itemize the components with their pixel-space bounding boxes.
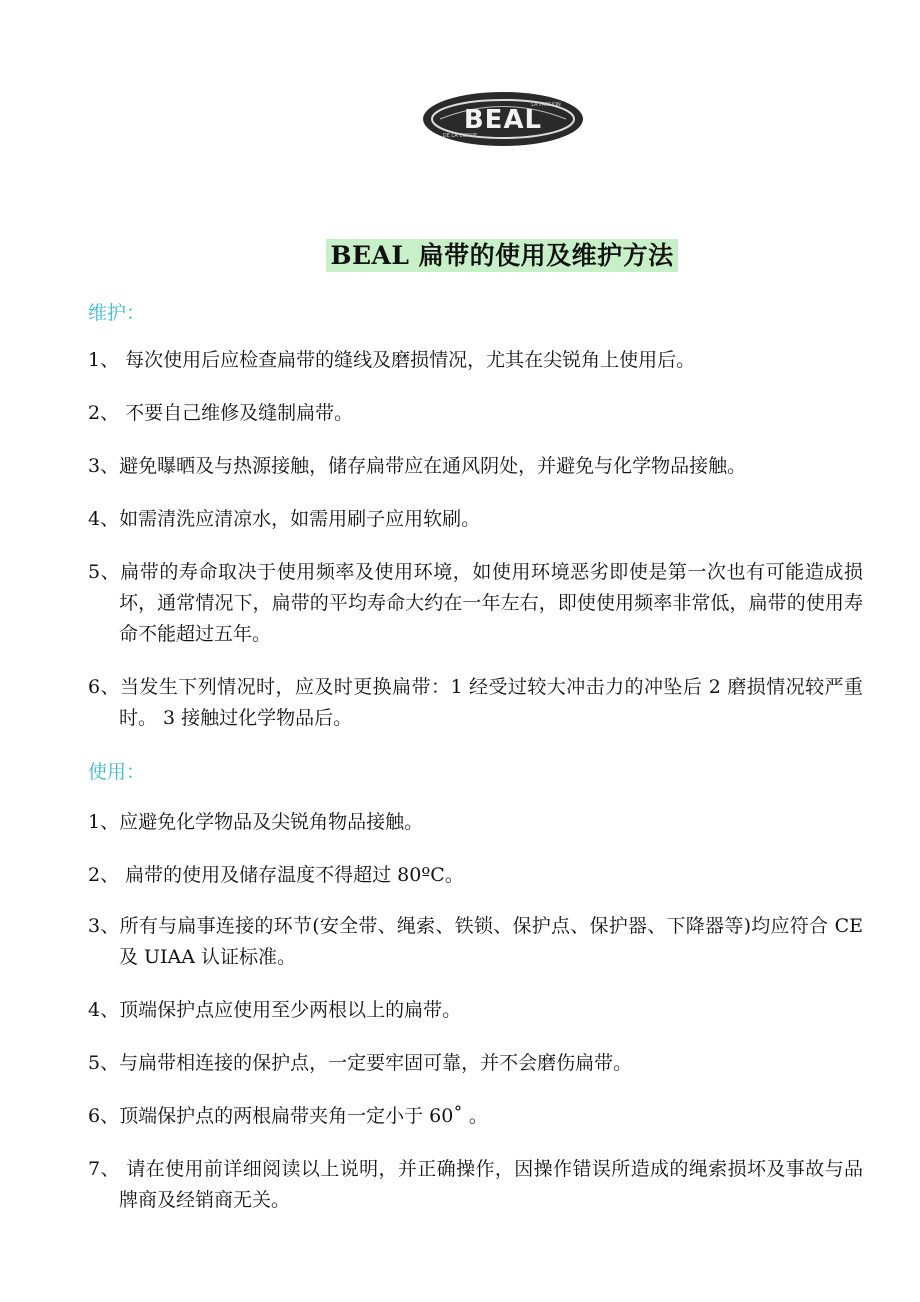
maintenance-item-3: 3、避免曝晒及与热源接触，储存扁带应在通风阴处，并避免与化学物品接触。 xyxy=(88,455,747,477)
usage-item-1: 1、应避免化学物品及尖锐角物品接触。 xyxy=(88,811,424,833)
maintenance-item-2: 2、 不要自己维修及缝制扁带。 xyxy=(88,402,354,424)
title-text: BEAL 扁带的使用及维护方法 xyxy=(326,239,677,272)
usage-heading: 使用： xyxy=(88,761,146,783)
svg-text:BEAL: BEAL xyxy=(463,105,543,135)
usage-item-5: 5、与扁带相连接的保护点，一定要牢固可靠，并不会磨伤扁带。 xyxy=(88,1052,633,1074)
svg-text:DE LA CORDE: DE LA CORDE xyxy=(442,133,478,139)
usage-item-4: 4、顶端保护点应使用至少两根以上的扁带。 xyxy=(88,999,462,1021)
beal-logo xyxy=(420,88,586,150)
usage-item-2: 2、 扁带的使用及储存温度不得超过 80ºC。 xyxy=(88,864,464,886)
maintenance-item-1: 1、 每次使用后应检查扁带的缝线及磨损情况，尤其在尖锐角上使用后。 xyxy=(88,349,696,371)
maintenance-item-4: 4、如需清洗应清凉水，如需用刷子应用软刷。 xyxy=(88,508,481,530)
maintenance-item-5: 5、扁带的寿命取决于使用频率及使用环境，如使用环境恶劣即使是第一次也有可能造成损坏，通常情况下，扁带的平均寿命大约在一年左右，即使使用频率非常低，扁带的使用寿命不能超过五年。 xyxy=(88,561,863,645)
document-title xyxy=(0,236,920,272)
usage-item-7: 7、 请在使用前详细阅读以上说明，并正确操作，因操作错误所造成的绳索损坏及事故与品牌商及经销商无关。 xyxy=(88,1158,863,1211)
maintenance-heading: 维护： xyxy=(88,302,146,324)
usage-item-3: 3、所有与扁事连接的环节(安全带、绳索、铁锁、保护点、保护器、下降器等)均应符合 CE 及 UIAA 认证标准。 xyxy=(88,915,863,968)
maintenance-item-6: 6、当发生下列情况时，应及时更换扁带：1 经受过较大冲击力的冲坠后 2 磨损情况较严重时。 3 接触过化学物品后。 xyxy=(88,676,863,729)
usage-item-6: 6、顶端保护点的两根扁带夹角一定小于 60˚ 。 xyxy=(88,1105,488,1127)
svg-text:LA PASSION: LA PASSION xyxy=(531,102,561,108)
